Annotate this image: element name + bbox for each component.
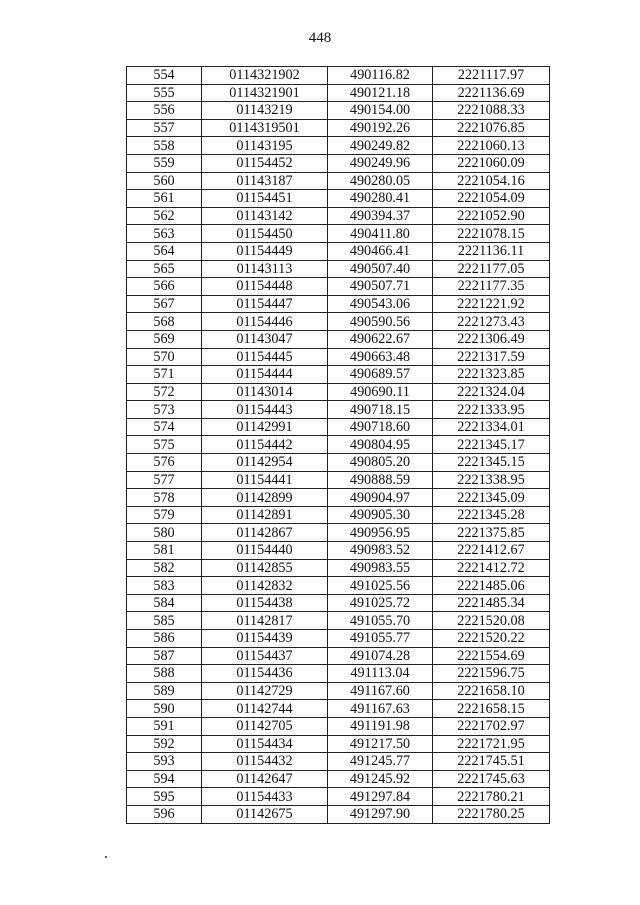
coordinates-table [126,66,550,824]
point-number-cell: 566 [127,278,202,296]
y-coordinate-cell: 2221345.15 [433,454,550,472]
y-coordinate-cell: 2221221.92 [433,295,550,313]
x-coordinate-cell: 490192.26 [328,119,433,137]
y-coordinate-cell: 2221088.33 [433,102,550,120]
point-number-cell: 559 [127,154,202,172]
table-row [127,524,550,542]
parcel-code-cell: 01154450 [202,225,328,243]
parcel-code-cell: 0114321901 [202,84,328,102]
table-row [127,84,550,102]
y-coordinate-cell: 2221780.21 [433,788,550,806]
point-number-cell: 594 [127,770,202,788]
table-row [127,366,550,384]
parcel-code-cell: 01154446 [202,313,328,331]
x-coordinate-cell: 490543.06 [328,295,433,313]
x-coordinate-cell: 490689.57 [328,366,433,384]
parcel-code-cell: 01154445 [202,348,328,366]
parcel-code-cell: 01154444 [202,366,328,384]
point-number-cell: 562 [127,207,202,225]
y-coordinate-cell: 2221345.09 [433,489,550,507]
x-coordinate-cell: 490121.18 [328,84,433,102]
table-row [127,278,550,296]
y-coordinate-cell: 2221412.67 [433,542,550,560]
table-row [127,260,550,278]
x-coordinate-cell: 491055.77 [328,630,433,648]
parcel-code-cell: 01143142 [202,207,328,225]
table-row [127,788,550,806]
y-coordinate-cell: 2221520.08 [433,612,550,630]
parcel-code-cell: 01142817 [202,612,328,630]
point-number-cell: 586 [127,630,202,648]
point-number-cell: 589 [127,682,202,700]
y-coordinate-cell: 2221136.69 [433,84,550,102]
y-coordinate-cell: 2221338.95 [433,471,550,489]
y-coordinate-cell: 2221317.59 [433,348,550,366]
point-number-cell: 574 [127,418,202,436]
x-coordinate-cell: 491074.28 [328,647,433,665]
point-number-cell: 560 [127,172,202,190]
x-coordinate-cell: 491167.60 [328,682,433,700]
x-coordinate-cell: 490154.00 [328,102,433,120]
table-row [127,805,550,823]
table-row [127,418,550,436]
y-coordinate-cell: 2221520.22 [433,630,550,648]
x-coordinate-cell: 490690.11 [328,383,433,401]
point-number-cell: 556 [127,102,202,120]
parcel-code-cell: 01142647 [202,770,328,788]
point-number-cell: 583 [127,577,202,595]
point-number-cell: 558 [127,137,202,155]
x-coordinate-cell: 490888.59 [328,471,433,489]
y-coordinate-cell: 2221554.69 [433,647,550,665]
table-row [127,401,550,419]
table-row [127,207,550,225]
table-row [127,700,550,718]
x-coordinate-cell: 490280.05 [328,172,433,190]
table-row [127,67,550,85]
table-row [127,119,550,137]
parcel-code-cell: 01143047 [202,330,328,348]
parcel-code-cell: 01154449 [202,242,328,260]
y-coordinate-cell: 2221136.11 [433,242,550,260]
x-coordinate-cell: 490466.41 [328,242,433,260]
x-coordinate-cell: 490622.67 [328,330,433,348]
point-number-cell: 561 [127,190,202,208]
parcel-code-cell: 01154437 [202,647,328,665]
x-coordinate-cell: 491245.92 [328,770,433,788]
parcel-code-cell: 01154442 [202,436,328,454]
x-coordinate-cell: 490718.60 [328,418,433,436]
y-coordinate-cell: 2221485.06 [433,577,550,595]
table-row [127,436,550,454]
y-coordinate-cell: 2221177.05 [433,260,550,278]
x-coordinate-cell: 490983.55 [328,559,433,577]
x-coordinate-cell: 490718.15 [328,401,433,419]
x-coordinate-cell: 491113.04 [328,665,433,683]
table-row [127,172,550,190]
x-coordinate-cell: 491025.56 [328,577,433,595]
y-coordinate-cell: 2221745.51 [433,753,550,771]
x-coordinate-cell: 490805.20 [328,454,433,472]
x-coordinate-cell: 491167.63 [328,700,433,718]
y-coordinate-cell: 2221702.97 [433,717,550,735]
y-coordinate-cell: 2221273.43 [433,313,550,331]
x-coordinate-cell: 491191.98 [328,717,433,735]
x-coordinate-cell: 491297.90 [328,805,433,823]
point-number-cell: 555 [127,84,202,102]
point-number-cell: 573 [127,401,202,419]
parcel-code-cell: 01142832 [202,577,328,595]
y-coordinate-cell: 2221658.15 [433,700,550,718]
y-coordinate-cell: 2221078.15 [433,225,550,243]
table-row [127,630,550,648]
parcel-code-cell: 01154452 [202,154,328,172]
y-coordinate-cell: 2221721.95 [433,735,550,753]
x-coordinate-cell: 490983.52 [328,542,433,560]
x-coordinate-cell: 490411.80 [328,225,433,243]
y-coordinate-cell: 2221117.97 [433,67,550,85]
table-row [127,348,550,366]
point-number-cell: 570 [127,348,202,366]
y-coordinate-cell: 2221345.28 [433,506,550,524]
x-coordinate-cell: 490590.56 [328,313,433,331]
y-coordinate-cell: 2221076.85 [433,119,550,137]
table-row [127,577,550,595]
point-number-cell: 580 [127,524,202,542]
table-row [127,242,550,260]
coordinates-table-body [127,67,550,824]
parcel-code-cell: 01154439 [202,630,328,648]
parcel-code-cell: 01154443 [202,401,328,419]
point-number-cell: 575 [127,436,202,454]
parcel-code-cell: 01143219 [202,102,328,120]
table-row [127,454,550,472]
parcel-code-cell: 01142705 [202,717,328,735]
table-row [127,753,550,771]
point-number-cell: 565 [127,260,202,278]
point-number-cell: 584 [127,594,202,612]
parcel-code-cell: 01154434 [202,735,328,753]
table-row [127,717,550,735]
point-number-cell: 595 [127,788,202,806]
point-number-cell: 563 [127,225,202,243]
x-coordinate-cell: 490956.95 [328,524,433,542]
parcel-code-cell: 01143195 [202,137,328,155]
parcel-code-cell: 01142954 [202,454,328,472]
x-coordinate-cell: 490804.95 [328,436,433,454]
table-row [127,225,550,243]
x-coordinate-cell: 490507.71 [328,278,433,296]
parcel-code-cell: 01154440 [202,542,328,560]
table-row [127,647,550,665]
x-coordinate-cell: 490116.82 [328,67,433,85]
y-coordinate-cell: 2221060.09 [433,154,550,172]
y-coordinate-cell: 2221658.10 [433,682,550,700]
parcel-code-cell: 01142991 [202,418,328,436]
point-number-cell: 582 [127,559,202,577]
y-coordinate-cell: 2221334.01 [433,418,550,436]
point-number-cell: 568 [127,313,202,331]
table-row [127,542,550,560]
y-coordinate-cell: 2221745.63 [433,770,550,788]
point-number-cell: 592 [127,735,202,753]
point-number-cell: 572 [127,383,202,401]
x-coordinate-cell: 491025.72 [328,594,433,612]
parcel-code-cell: 01143113 [202,260,328,278]
x-coordinate-cell: 490905.30 [328,506,433,524]
point-number-cell: 588 [127,665,202,683]
point-number-cell: 564 [127,242,202,260]
table-row [127,471,550,489]
parcel-code-cell: 01154441 [202,471,328,489]
y-coordinate-cell: 2221780.25 [433,805,550,823]
y-coordinate-cell: 2221054.16 [433,172,550,190]
parcel-code-cell: 01143014 [202,383,328,401]
y-coordinate-cell: 2221345.17 [433,436,550,454]
y-coordinate-cell: 2221324.04 [433,383,550,401]
parcel-code-cell: 01154433 [202,788,328,806]
point-number-cell: 587 [127,647,202,665]
point-number-cell: 576 [127,454,202,472]
y-coordinate-cell: 2221323.85 [433,366,550,384]
point-number-cell: 578 [127,489,202,507]
point-number-cell: 571 [127,366,202,384]
y-coordinate-cell: 2221060.13 [433,137,550,155]
parcel-code-cell: 01142675 [202,805,328,823]
parcel-code-cell: 01154447 [202,295,328,313]
parcel-code-cell: 0114321902 [202,67,328,85]
x-coordinate-cell: 490280.41 [328,190,433,208]
table-row [127,190,550,208]
table-row [127,665,550,683]
table-row [127,770,550,788]
point-number-cell: 569 [127,330,202,348]
parcel-code-cell: 01142744 [202,700,328,718]
point-number-cell: 554 [127,67,202,85]
table-row [127,506,550,524]
table-row [127,295,550,313]
y-coordinate-cell: 2221596.75 [433,665,550,683]
point-number-cell: 590 [127,700,202,718]
table-row [127,137,550,155]
x-coordinate-cell: 490394.37 [328,207,433,225]
parcel-code-cell: 01154448 [202,278,328,296]
table-row [127,330,550,348]
point-number-cell: 593 [127,753,202,771]
x-coordinate-cell: 490249.96 [328,154,433,172]
y-coordinate-cell: 2221485.34 [433,594,550,612]
parcel-code-cell: 01154436 [202,665,328,683]
table-row [127,612,550,630]
y-coordinate-cell: 2221306.49 [433,330,550,348]
x-coordinate-cell: 491055.70 [328,612,433,630]
parcel-code-cell: 01143187 [202,172,328,190]
point-number-cell: 579 [127,506,202,524]
table-row [127,682,550,700]
parcel-code-cell: 0114319501 [202,119,328,137]
parcel-code-cell: 01154451 [202,190,328,208]
y-coordinate-cell: 2221052.90 [433,207,550,225]
table-row [127,489,550,507]
point-number-cell: 596 [127,805,202,823]
parcel-code-cell: 01142867 [202,524,328,542]
table-row [127,102,550,120]
x-coordinate-cell: 491297.84 [328,788,433,806]
table-row [127,313,550,331]
x-coordinate-cell: 490507.40 [328,260,433,278]
parcel-code-cell: 01142899 [202,489,328,507]
y-coordinate-cell: 2221375.85 [433,524,550,542]
table-row [127,383,550,401]
parcel-code-cell: 01142855 [202,559,328,577]
point-number-cell: 591 [127,717,202,735]
table-row [127,559,550,577]
y-coordinate-cell: 2221177.35 [433,278,550,296]
stray-mark [105,856,107,858]
y-coordinate-cell: 2221333.95 [433,401,550,419]
parcel-code-cell: 01142891 [202,506,328,524]
table-row [127,154,550,172]
y-coordinate-cell: 2221054.09 [433,190,550,208]
parcel-code-cell: 01154432 [202,753,328,771]
x-coordinate-cell: 491217.50 [328,735,433,753]
parcel-code-cell: 01154438 [202,594,328,612]
point-number-cell: 567 [127,295,202,313]
point-number-cell: 557 [127,119,202,137]
table-row [127,735,550,753]
point-number-cell: 577 [127,471,202,489]
table-row [127,594,550,612]
point-number-cell: 585 [127,612,202,630]
page-number: 448 [308,30,332,46]
x-coordinate-cell: 491245.77 [328,753,433,771]
parcel-code-cell: 01142729 [202,682,328,700]
x-coordinate-cell: 490249.82 [328,137,433,155]
x-coordinate-cell: 490663.48 [328,348,433,366]
point-number-cell: 581 [127,542,202,560]
x-coordinate-cell: 490904.97 [328,489,433,507]
y-coordinate-cell: 2221412.72 [433,559,550,577]
